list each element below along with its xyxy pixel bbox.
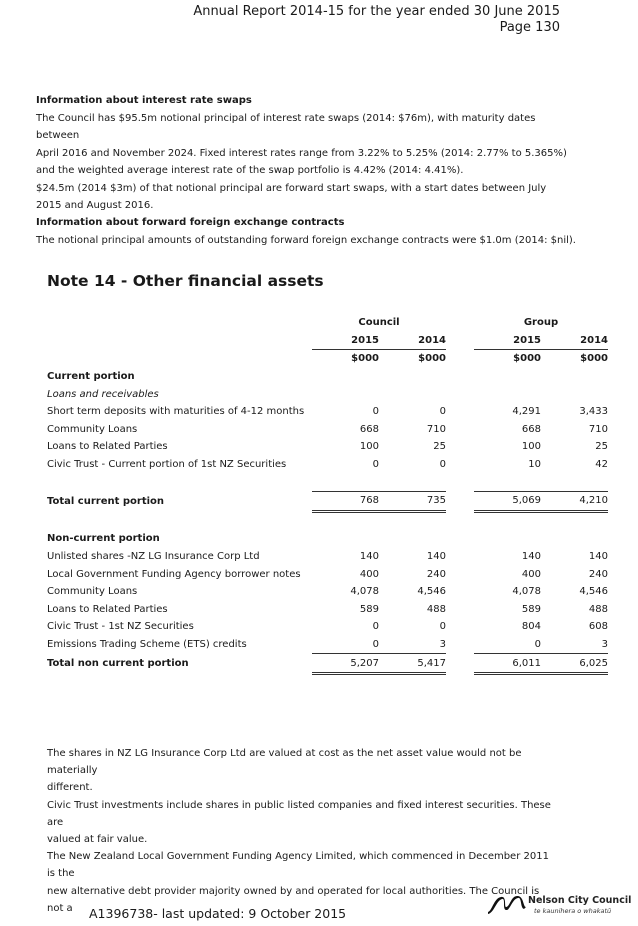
table-row <box>47 438 608 456</box>
cell: 0 <box>474 636 541 654</box>
fx-section <box>36 214 576 249</box>
cell: 25 <box>433 441 446 453</box>
cell: 42 <box>595 459 608 471</box>
note-line: The New Zealand Local Government Funding Agency Limited, which commenced in December 2011 is the <box>47 851 549 880</box>
cell: 768 <box>312 491 379 511</box>
cell: 25 <box>595 441 608 453</box>
page-number: Page 130 <box>499 20 560 35</box>
note-line: different. <box>47 782 93 794</box>
cell: 608 <box>588 621 608 633</box>
year-header: 2015 <box>312 332 379 350</box>
explanatory-notes <box>47 745 557 917</box>
swaps-line: April 2016 and November 2024. Fixed interest rates range from 3.22% to 5.25% (2014: 2.77% to 5.365%) <box>36 147 567 159</box>
table-row <box>47 421 608 439</box>
document-id: A1396738- last updated: 9 October 2015 <box>89 906 347 921</box>
cell: 400 <box>359 568 379 580</box>
swaps-section <box>36 92 576 215</box>
cell: 3,433 <box>579 406 608 418</box>
table-row-total <box>47 654 608 674</box>
cell: 140 <box>521 551 541 563</box>
cell: 0 <box>439 621 446 633</box>
cell: 589 <box>521 603 541 615</box>
table-row <box>47 548 608 566</box>
note-line: valued at fair value. <box>47 834 148 846</box>
unit-header: $000 <box>580 353 608 365</box>
cell: 100 <box>359 441 379 453</box>
row-label: Civic Trust - 1st NZ Securities <box>47 621 194 633</box>
total-current-label: Total current portion <box>47 495 165 507</box>
swaps-line: 2015 and August 2016. <box>36 200 154 211</box>
unit-header: $000 <box>351 353 379 365</box>
row-label: Civic Trust - Current portion of 1st NZ Securities <box>47 459 287 471</box>
cell: 240 <box>426 568 446 580</box>
table-spacer <box>47 511 608 530</box>
swaps-line: The Council has $95.5m notional principal of interest rate swaps (2014: $76m), with maturity dates between <box>36 112 536 141</box>
cell: 668 <box>359 423 379 435</box>
year-header: 2014 <box>541 332 608 350</box>
table-row <box>47 403 608 421</box>
cell: 0 <box>372 406 379 418</box>
cell: 804 <box>521 621 541 633</box>
current-heading: Current portion <box>47 371 135 383</box>
cell: 3 <box>379 636 446 654</box>
table-row-total <box>47 491 608 511</box>
cell: 140 <box>588 551 608 563</box>
cell: 140 <box>359 551 379 563</box>
table-row <box>47 618 608 636</box>
logo-tagline: te kaunihera o whakatū <box>534 907 612 915</box>
note-line: Civic Trust investments include shares in public listed companies and fixed interest securities. These are <box>47 799 551 828</box>
cell: 488 <box>426 603 446 615</box>
row-label: Loans to Related Parties <box>47 603 168 615</box>
cell: 710 <box>588 423 608 435</box>
cell: 0 <box>439 459 446 471</box>
cell: 668 <box>521 423 541 435</box>
note-title: Note 14 - Other financial assets <box>47 272 324 290</box>
cell: 3 <box>541 636 608 654</box>
table-row <box>47 385 608 403</box>
cell: 5,417 <box>379 654 446 674</box>
row-label: Local Government Funding Agency borrower notes <box>47 568 301 580</box>
swaps-heading: Information about interest rate swaps <box>36 95 252 106</box>
group-header: Group <box>523 317 559 329</box>
note-line: The shares in NZ LG Insurance Corp Ltd are valued at cost as the net asset value would not be materially <box>47 748 522 777</box>
cell: 735 <box>379 491 446 511</box>
logo-name: Nelson City Council <box>528 895 632 906</box>
cell: 4,078 <box>512 586 541 598</box>
fx-text: The notional principal amounts of outstanding forward foreign exchange contracts were $1.0m (2014: $nil). <box>36 234 576 246</box>
cell: 6,025 <box>541 654 608 674</box>
cell: 0 <box>372 459 379 471</box>
row-label: Community Loans <box>47 423 138 435</box>
loans-subheading: Loans and receivables <box>47 388 159 400</box>
noncurrent-heading: Non-current portion <box>47 533 160 545</box>
cell: 6,011 <box>474 654 541 674</box>
swaps-line: $24.5m (2014 $3m) of that notional principal are forward start swaps, with a start dates between July <box>36 182 547 194</box>
total-noncurrent-label: Total non current portion <box>47 658 189 670</box>
cell: 4,078 <box>350 586 379 598</box>
council-header: Council <box>358 317 400 329</box>
table-row <box>47 636 608 654</box>
table-row <box>47 601 608 619</box>
table-row <box>47 583 608 601</box>
cell: 100 <box>521 441 541 453</box>
row-label: Community Loans <box>47 586 138 598</box>
year-header: 2014 <box>379 332 446 350</box>
cell: 0 <box>439 406 446 418</box>
table-row <box>47 530 608 548</box>
table-row <box>47 314 608 332</box>
financial-assets-table <box>47 314 608 675</box>
cell: 4,546 <box>417 586 446 598</box>
cell: 5,069 <box>474 491 541 511</box>
swaps-line: and the weighted average interest rate of the swap portfolio is 4.42% (2014: 4.41%). <box>36 165 464 176</box>
table-row <box>47 350 608 368</box>
council-logo <box>486 893 632 919</box>
table-row <box>47 332 608 350</box>
cell: 488 <box>588 603 608 615</box>
year-header: 2015 <box>474 332 541 350</box>
cell: 4,210 <box>541 491 608 511</box>
table-row <box>47 456 608 474</box>
cell: 400 <box>521 568 541 580</box>
unit-header: $000 <box>513 353 541 365</box>
nelson-logo-icon <box>486 893 528 917</box>
row-label: Short term deposits with maturities of 4-12 months <box>47 406 305 418</box>
cell: 4,546 <box>579 586 608 598</box>
note-line: new alternative debt provider majority owned by and operated for local authorities. The Council is not a <box>47 885 540 914</box>
cell: 240 <box>588 568 608 580</box>
cell: 10 <box>528 459 541 471</box>
row-label: Emissions Trading Scheme (ETS) credits <box>47 639 247 651</box>
fx-heading: Information about forward foreign exchange contracts <box>36 217 345 228</box>
cell: 589 <box>359 603 379 615</box>
unit-header: $000 <box>418 353 446 365</box>
cell: 4,291 <box>512 406 541 418</box>
cell: 5,207 <box>312 654 379 674</box>
table-row <box>47 368 608 386</box>
table-row <box>47 565 608 583</box>
cell: 0 <box>312 636 379 654</box>
table-spacer <box>47 473 608 491</box>
row-label: Loans to Related Parties <box>47 441 168 453</box>
cell: 710 <box>426 423 446 435</box>
cell: 140 <box>426 551 446 563</box>
row-label: Unlisted shares -NZ LG Insurance Corp Ltd <box>47 551 260 563</box>
cell: 0 <box>372 621 379 633</box>
report-title: Annual Report 2014-15 for the year ended 30 June 2015 <box>193 4 560 19</box>
